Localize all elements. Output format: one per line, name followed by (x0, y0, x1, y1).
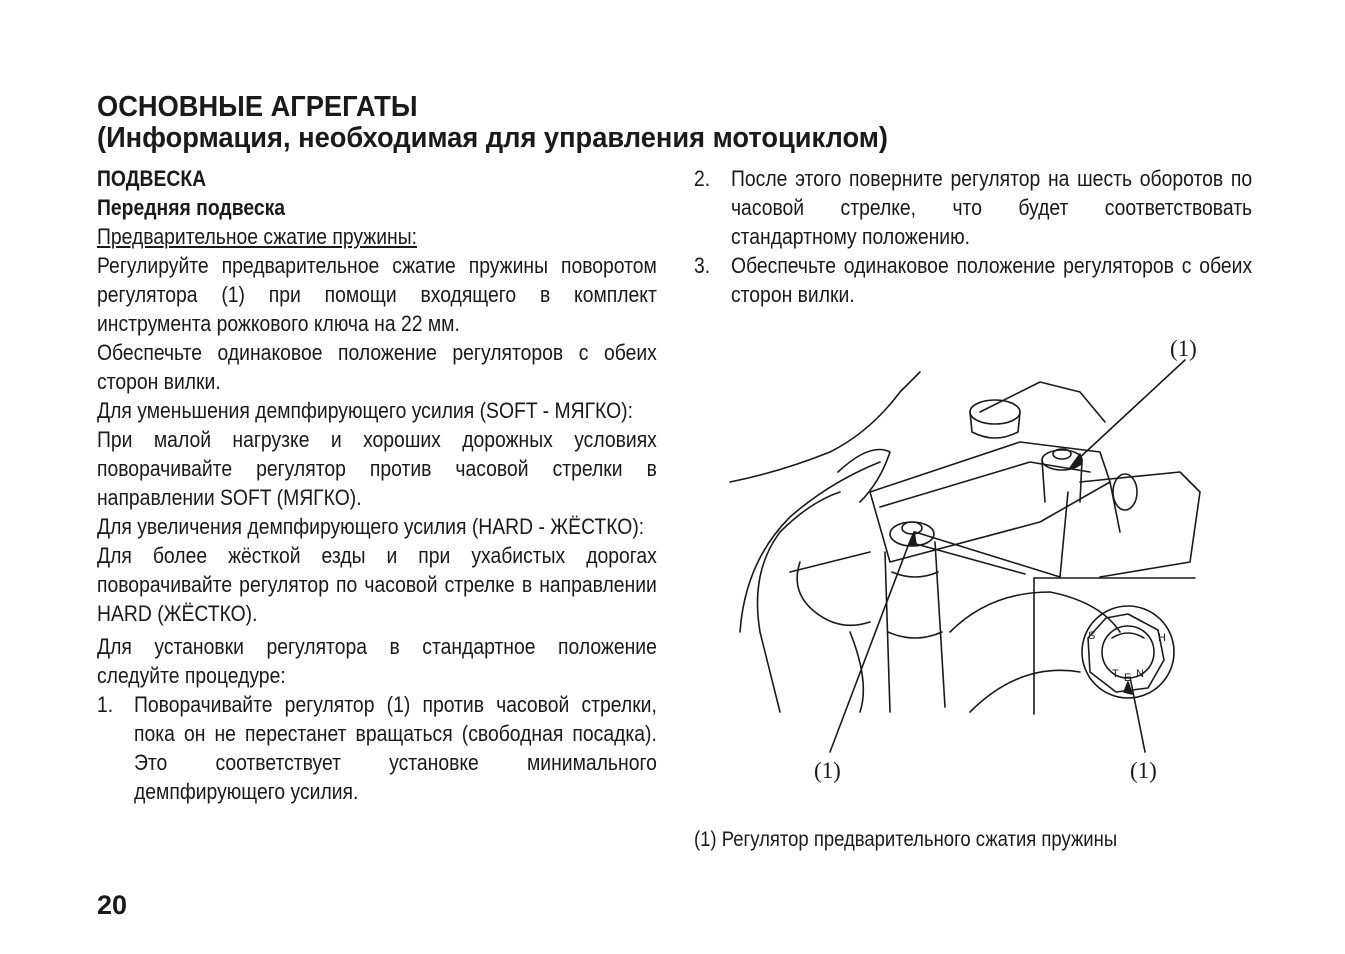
step-number: 3. (694, 253, 711, 278)
callout-label-bottom-left: (1) (814, 758, 841, 783)
list-item (97, 690, 657, 806)
subsection-heading: Передняя подвеска (97, 195, 286, 220)
hard-text: Для более жёсткой езды и при ухабистых дорогах поворачивайте регулятор по часовой стрелке в направлении HARD (ЖЁСТКО). (97, 543, 657, 626)
suspension-illustration (720, 332, 1220, 802)
knob-letter-h: H (1158, 632, 1166, 644)
soft-text: При малой нагрузке и хороших дорожных условиях поворачивайте регулятор против часовой стрелки в направлении SOFT (МЯГКО). (97, 427, 657, 510)
hard-heading: Для увеличения демпфирующего усилия (HARD - ЖЁСТКО): (97, 514, 645, 539)
callout-label-top: (1) (1170, 336, 1197, 361)
paragraph-equal: Обеспечьте одинаковое положение регуляторов с обеих сторон вилки. (97, 340, 657, 394)
page-title (97, 92, 888, 154)
figure-caption: (1) Регулятор предварительного сжатия пружины (694, 828, 1118, 851)
step-number: 1. (97, 692, 114, 717)
list-item (694, 251, 1252, 309)
section-heading: ПОДВЕСКА (97, 166, 207, 191)
page-number: 20 (97, 890, 128, 920)
right-column (694, 164, 1252, 309)
topic-heading: Предварительное сжатие пружины: (97, 224, 418, 249)
knob-letter-s: S (1088, 630, 1096, 642)
knob-letter-t: T (1112, 668, 1119, 680)
soft-heading: Для уменьшения демпфирующего усилия (SOFT - МЯГКО): (97, 398, 633, 423)
knob-letter-e: E (1124, 672, 1132, 684)
step-number: 2. (694, 166, 711, 191)
callout-label-bottom-right: (1) (1130, 758, 1157, 783)
left-column (97, 164, 657, 806)
fork-drawing (720, 332, 1220, 802)
list-item (694, 164, 1252, 251)
step-text: После этого поверните регулятор на шесть оборотов по часовой стрелке, что будет соответствовать стандартному положению. (730, 166, 1253, 249)
paragraph-adjust: Регулируйте предварительное сжатие пружины поворотом регулятора (1) при помощи входящего в комплект инструмента рожкового ключа на 22 мм. (97, 253, 657, 336)
title-line-1: ОСНОВНЫЕ АГРЕГАТЫ (97, 91, 418, 123)
step-text: Поворачивайте регулятор (1) против часовой стрелки, пока он не перестанет вращаться (свободная посадка). Это соответствует установке минимального демпфирующего усилия. (133, 692, 657, 804)
knob-letter-n: N (1136, 668, 1144, 680)
standard-intro: Для установки регулятора в стандартное положение следуйте процедуре: (97, 634, 657, 688)
step-text: Обеспечьте одинаковое положение регуляторов с обеих сторон вилки. (730, 253, 1253, 307)
title-line-2: (Информация, необходимая для управления мотоциклом) (97, 122, 888, 154)
